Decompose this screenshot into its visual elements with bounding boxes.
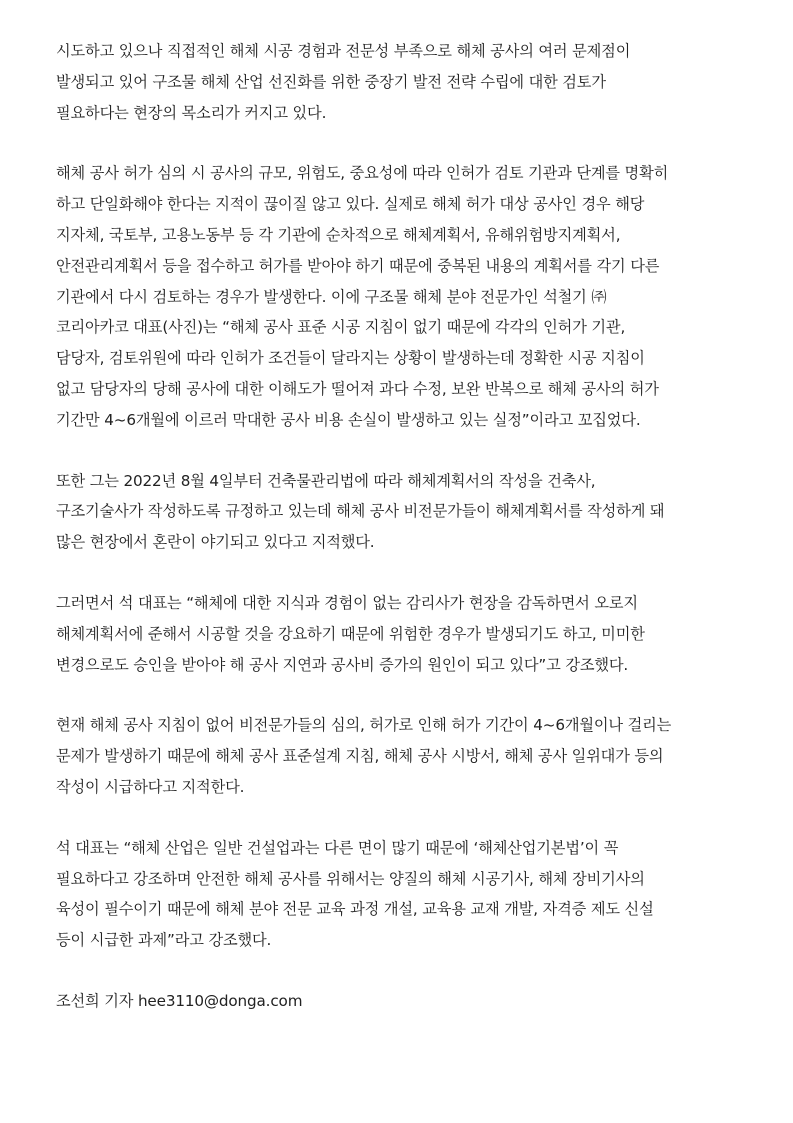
paragraph-line: 지자체, 국토부, 고용노동부 등 각 기관에 순차적으로 해체계획서, 유해위험방지계획서,: [56, 225, 621, 244]
article-body: [56, 36, 756, 1017]
paragraph-line: 시도하고 있으나 직접적인 해체 시공 경험과 전문성 부족으로 해체 공사의 여러 문제점이: [56, 42, 631, 60]
paragraph-line: 해체계획서에 준해서 시공할 것을 강요하기 때문에 위험한 경우가 발생되기도 하고, 미미한: [56, 624, 645, 643]
paragraph-line: 필요하다고 강조하며 안전한 해체 공사를 위해서는 양질의 해체 시공기사, 해체 장비기사의: [56, 869, 645, 888]
article-paragraph: [56, 466, 756, 558]
paragraph-line: 하고 단일화해야 한다는 지적이 끊이질 않고 있다. 실제로 해체 허가 대상 공사인 경우 해당: [56, 195, 645, 214]
paragraph-line: 작성이 시급하다고 지적한다.: [56, 777, 245, 796]
paragraph-line: 발생되고 있어 구조물 해체 산업 선진화를 위한 중장기 발전 전략 수립에 대한 검토가: [56, 72, 606, 91]
article-paragraph: [56, 710, 756, 802]
paragraph-line: 없고 담당자의 당해 공사에 대한 이해도가 떨어져 과다 수정, 보완 반복으로 해체 공사의 허가: [56, 379, 659, 398]
paragraph-line: 많은 현장에서 혼란이 야기되고 있다고 지적했다.: [56, 533, 375, 552]
paragraph-line: 현재 해체 공사 지침이 없어 비전문가들의 심의, 허가로 인해 허가 기간이 4~6개월이나 걸리는: [56, 716, 672, 735]
paragraph-line: 변경으로도 승인을 받아야 해 공사 지연과 공사비 증가의 원인이 되고 있다”고 강조했다.: [56, 655, 629, 674]
article-paragraph: [56, 588, 756, 680]
paragraph-line: 구조기술사가 작성하도록 규정하고 있는데 해체 공사 비전문가들이 해체계획서를 작성하게 돼: [56, 502, 665, 521]
paragraph-line: 기관에서 다시 검토하는 경우가 발생한다. 이에 구조물 해체 분야 전문가인 석철기 ㈜: [56, 287, 607, 306]
article-paragraph: [56, 36, 756, 128]
paragraph-line: 등이 시급한 과제”라고 강조했다.: [56, 931, 272, 950]
paragraph-line: 안전관리계획서 등을 접수하고 허가를 받아야 하기 때문에 중복된 내용의 계획서를 각기 다른: [56, 256, 660, 275]
byline: [56, 986, 756, 1017]
paragraph-line: 필요하다는 현장의 목소리가 커지고 있다.: [56, 103, 327, 122]
article-paragraph: [56, 158, 756, 435]
paragraph-line: 담당자, 검토위원에 따라 인허가 조건들이 달라지는 상황이 발생하는데 정확한 시공 지침이: [56, 349, 645, 368]
paragraph-line: 코리아카코 대표(사진)는 “해체 공사 표준 시공 지침이 없기 때문에 각각의 인허가 기관,: [56, 318, 626, 337]
article-paragraph: [56, 833, 756, 956]
paragraph-line: 그러면서 석 대표는 “해체에 대한 지식과 경험이 없는 감리사가 현장을 감독하면서 오로지: [56, 593, 638, 612]
paragraph-line: 육성이 필수이기 때문에 해체 분야 전문 교육 과정 개설, 교육용 교재 개발, 자격증 제도 신설: [56, 900, 654, 919]
paragraph-line: 문제가 발생하기 때문에 해체 공사 표준설계 지침, 해체 공사 시방서, 해체 공사 일위대가 등의: [56, 747, 664, 766]
byline-text: 조선희 기자 hee3110@donga.com: [56, 991, 303, 1010]
paragraph-line: 해체 공사 허가 심의 시 공사의 규모, 위험도, 중요성에 따라 인허가 검토 기관과 단계를 명확히: [56, 164, 669, 183]
paragraph-line: 기간만 4~6개월에 이르러 막대한 공사 비용 손실이 발생하고 있는 실정”이라고 꼬집었다.: [56, 410, 641, 429]
paragraph-line: 또한 그는 2022년 8월 4일부터 건축물관리법에 따라 해체계획서의 작성을 건축사,: [56, 471, 596, 490]
paragraph-line: 석 대표는 “해체 산업은 일반 건설업과는 다른 면이 많기 때문에 ‘해체산업기본법’이 꼭: [56, 838, 619, 857]
